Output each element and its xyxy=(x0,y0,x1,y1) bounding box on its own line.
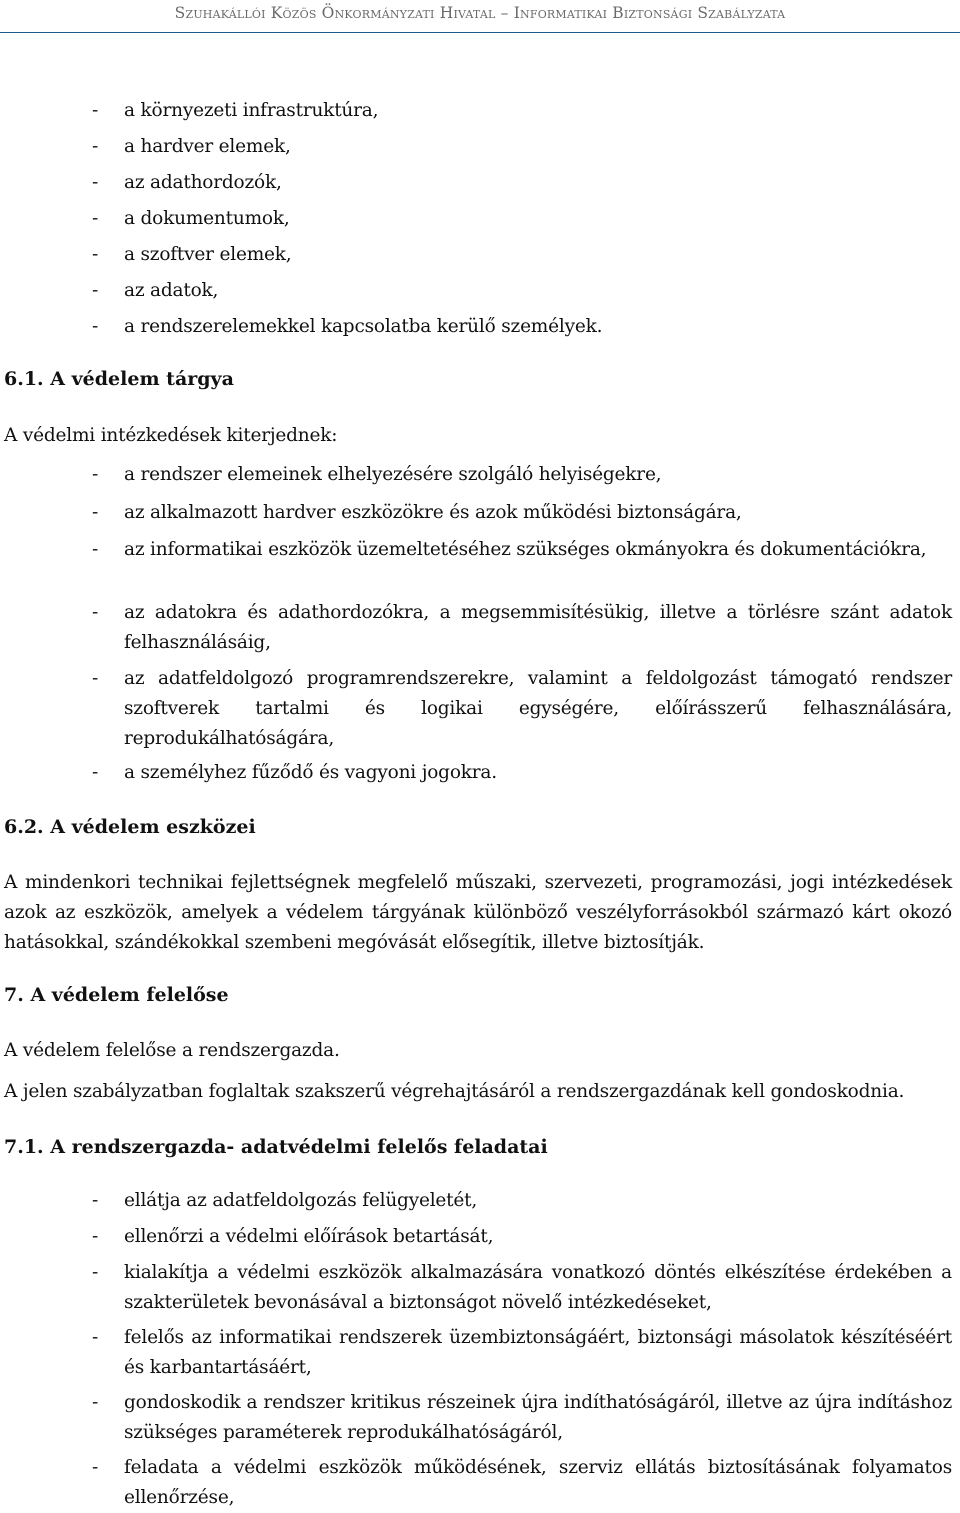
list-item-text: a hardver elemek, xyxy=(124,136,291,157)
list-item: - felelős az informatikai rendszerek üzembiztonságáért, biztonsági másolatok készítéséért és karbantartásáért, xyxy=(92,1327,952,1378)
list-item: - ellátja az adatfeldolgozás felügyeletét, xyxy=(92,1190,478,1211)
list-item: - a rendszer elemeinek elhelyezésére szolgáló helyiségekre, xyxy=(92,464,662,485)
list-item: - az alkalmazott hardver eszközökre és azok működési biztonságára, xyxy=(92,502,742,523)
list-item: - a rendszerelemekkel kapcsolatba kerülő személyek. xyxy=(92,316,603,337)
list-item: - az adatfeldolgozó programrendszerekre, valamint a feldolgozást támogató rendszer szoftverek tartalmi és logikai egységére, előírásszerű felhasználására, reprodukálhatóságára, xyxy=(92,668,952,749)
list-item-text: az alkalmazott hardver eszközökre és azok működési biztonságára, xyxy=(124,502,742,523)
list-item-text: feladata a védelmi eszközök működésének, szerviz ellátás biztosításának folyamatos ellenőrzése, xyxy=(124,1457,952,1508)
section-7-paragraph-1: A védelem felelőse a rendszergazda. xyxy=(4,1040,340,1061)
list-item: - a környezeti infrastruktúra, xyxy=(92,100,379,121)
list-item-text: az adatokra és adathordozókra, a megsemmisítésükig, illetve a törlésre szánt adatok felhasználásáig, xyxy=(124,602,952,653)
list-item-text: felelős az informatikai rendszerek üzembiztonságáért, biztonsági másolatok készítéséért és karbantartásáért, xyxy=(124,1327,952,1378)
section-6-2-text: A mindenkori technikai fejlettségnek megfelelő műszaki, szervezeti, programozási, jogi intézkedések azok az eszközök, amelyek a védelem tárgyának különböző veszélyforrásokból származó kárt okozó hatásokkal, szándékokkal szembeni megóvását elősegítik, illetve biztosítják. xyxy=(4,872,952,953)
section-heading-7: 7. A védelem felelőse xyxy=(4,984,229,1006)
header-rule xyxy=(0,32,960,33)
page-header: Szuhakállói Közös Önkormányzati Hivatal – Informatikai Biztonsági Szabályzata xyxy=(174,4,786,22)
list-item: - kialakítja a védelmi eszközök alkalmazására vonatkozó döntés elkészítése érdekében a szakterületek bevonásával a biztonságot növelő intézkedéseket, xyxy=(92,1262,952,1313)
list-item-text: kialakítja a védelmi eszközök alkalmazására vonatkozó döntés elkészítése érdekében a szakterületek bevonásával a biztonságot növelő intézkedéseket, xyxy=(124,1262,952,1313)
list-item-text: ellenőrzi a védelmi előírások betartását, xyxy=(124,1226,494,1247)
list-item: - a dokumentumok, xyxy=(92,208,290,229)
section-6-1-intro: A védelmi intézkedések kiterjednek: xyxy=(4,425,338,446)
list-item-text: az adathordozók, xyxy=(124,172,282,193)
list-item: - a személyhez fűződő és vagyoni jogokra. xyxy=(92,762,497,783)
list-item-text: a dokumentumok, xyxy=(124,208,290,229)
list-item-text: a szoftver elemek, xyxy=(124,244,292,265)
list-item: - feladata a védelmi eszközök működésének, szerviz ellátás biztosításának folyamatos ellenőrzése, xyxy=(92,1457,952,1508)
section-heading-6-1: 6.1. A védelem tárgya xyxy=(4,368,234,390)
list-item: - gondoskodik a rendszer kritikus részeinek újra indíthatóságáról, illetve az újra indításhoz szükséges paraméterek reprodukálhatóságáról, xyxy=(92,1392,952,1443)
list-item: - az informatikai eszközök üzemeltetéséhez szükséges okmányokra és dokumentációkra, xyxy=(92,539,927,560)
list-item: - az adatok, xyxy=(92,280,219,301)
list-item: - a szoftver elemek, xyxy=(92,244,292,265)
list-item: - ellenőrzi a védelmi előírások betartását, xyxy=(92,1226,494,1247)
list-item-text: az adatok, xyxy=(124,280,219,301)
list-item-text: a rendszerelemekkel kapcsolatba kerülő személyek. xyxy=(124,316,603,337)
list-item-text: a környezeti infrastruktúra, xyxy=(124,100,379,121)
list-item: - a hardver elemek, xyxy=(92,136,291,157)
list-item-text: a rendszer elemeinek elhelyezésére szolgáló helyiségekre, xyxy=(124,464,662,485)
section-heading-6-2: 6.2. A védelem eszközei xyxy=(4,816,256,838)
section-heading-7-1: 7.1. A rendszergazda- adatvédelmi felelős feladatai xyxy=(4,1136,548,1158)
list-item: - az adathordozók, xyxy=(92,172,282,193)
list-item-text: a személyhez fűződő és vagyoni jogokra. xyxy=(124,762,497,783)
section-7-paragraph-2: A jelen szabályzatban foglaltak szakszerű végrehajtásáról a rendszergazdának kell gondoskodnia. xyxy=(4,1081,905,1102)
list-item: - az adatokra és adathordozókra, a megsemmisítésükig, illetve a törlésre szánt adatok felhasználásáig, xyxy=(92,602,952,653)
list-item-text: az adatfeldolgozó programrendszerekre, valamint a feldolgozást támogató rendszer szoftverek tartalmi és logikai egységére, előírásszerű felhasználására, reprodukálhatóságára, xyxy=(124,668,952,749)
list-item-text: ellátja az adatfeldolgozás felügyeletét, xyxy=(124,1190,478,1211)
list-item-text: az informatikai eszközök üzemeltetéséhez szükséges okmányokra és dokumentációkra, xyxy=(124,539,927,560)
list-item-text: gondoskodik a rendszer kritikus részeinek újra indíthatóságáról, illetve az újra indításhoz szükséges paraméterek reprodukálhatóságáról, xyxy=(124,1392,952,1443)
